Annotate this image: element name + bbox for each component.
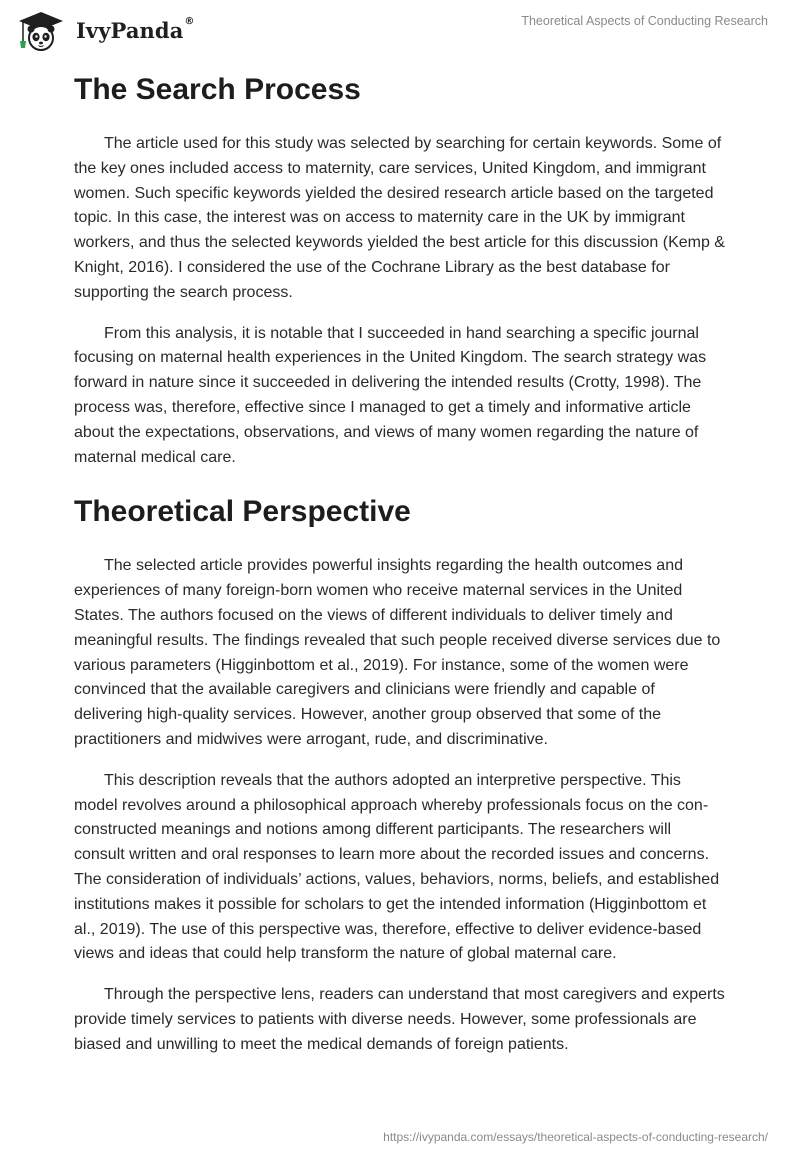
paragraph: The selected article provides powerful insights regarding the health outcomes and experiences of many foreign-born women who receive maternal services in the United States. The authors focused on the views of different individuals to deliver timely and meaningful results. The findings revealed that such people received diverse services due to various parameters (Higginbottom et al., 2019). For instance, some of the women were convinced that the available caregivers and clinicians were friendly and capable of delivering high-quality services. However, another group observed that some of the practitioners and midwives were arrogant, rude, and discriminative. [74, 557, 721, 748]
essay-content [74, 68, 726, 1074]
section-heading-theoretical-perspective: Theoretical Perspective [74, 495, 411, 529]
footer-source-url[interactable]: https://ivypanda.com/essays/theoretical-aspects-of-conducting-research/ [383, 1130, 768, 1144]
page-header [0, 0, 800, 56]
ivypanda-logo-link[interactable] [13, 8, 195, 52]
document-title: Theoretical Aspects of Conducting Research [521, 14, 768, 28]
panda-graduate-logo-icon [13, 8, 69, 52]
paragraph: The article used for this study was selected by searching for certain keywords. Some of the key ones included access to maternity, care services, United Kingdom, and immigrant women. Such specific keywords yielded the desired research article based on the targeted topic. In this case, the interest was on access to maternity care in the UK by immigrant workers, and thus the selected keywords yielded the best article for this discussion (Kemp & Knight, 2016). I considered the use of the Cochrane Library as the best database for supporting the search process. [74, 135, 725, 301]
section-heading-search-process: The Search Process [74, 73, 361, 106]
registered-mark: ® [184, 15, 195, 27]
paragraph: From this analysis, it is notable that I succeeded in hand searching a specific journal focusing on maternal health experiences in the United Kingdom. The search strategy was forward in nature since it succeeded in delivering the intended results (Crotty, 1998). The process was, therefore, effective since I managed to get a timely and informative article about the expectations, observations, and views of many women regarding the nature of maternal medical care. [74, 324, 707, 466]
paragraph: Through the perspective lens, readers can understand that most caregivers and experts provide timely services to patients with diverse needs. However, some professionals are biased and unwilling to meet the medical demands of foreign patients. [74, 986, 725, 1053]
logo-wordmark: IvyPanda® [76, 15, 195, 43]
paragraph: This description reveals that the authors adopted an interpretive perspective. This model revolves around a philosophical approach whereby professionals focus on the con-constructed meanings and notions among different participants. The researchers will consult written and oral responses to learn more about the recorded issues and concerns. The consideration of individuals’ actions, values, behaviors, norms, beliefs, and established institutions makes it possible for scholars to get the intended information (Higginbottom et al., 2019). The use of this perspective was, therefore, effective to deliver evidence-based views and ideas that could help transform the nature of global maternal care. [74, 771, 720, 963]
